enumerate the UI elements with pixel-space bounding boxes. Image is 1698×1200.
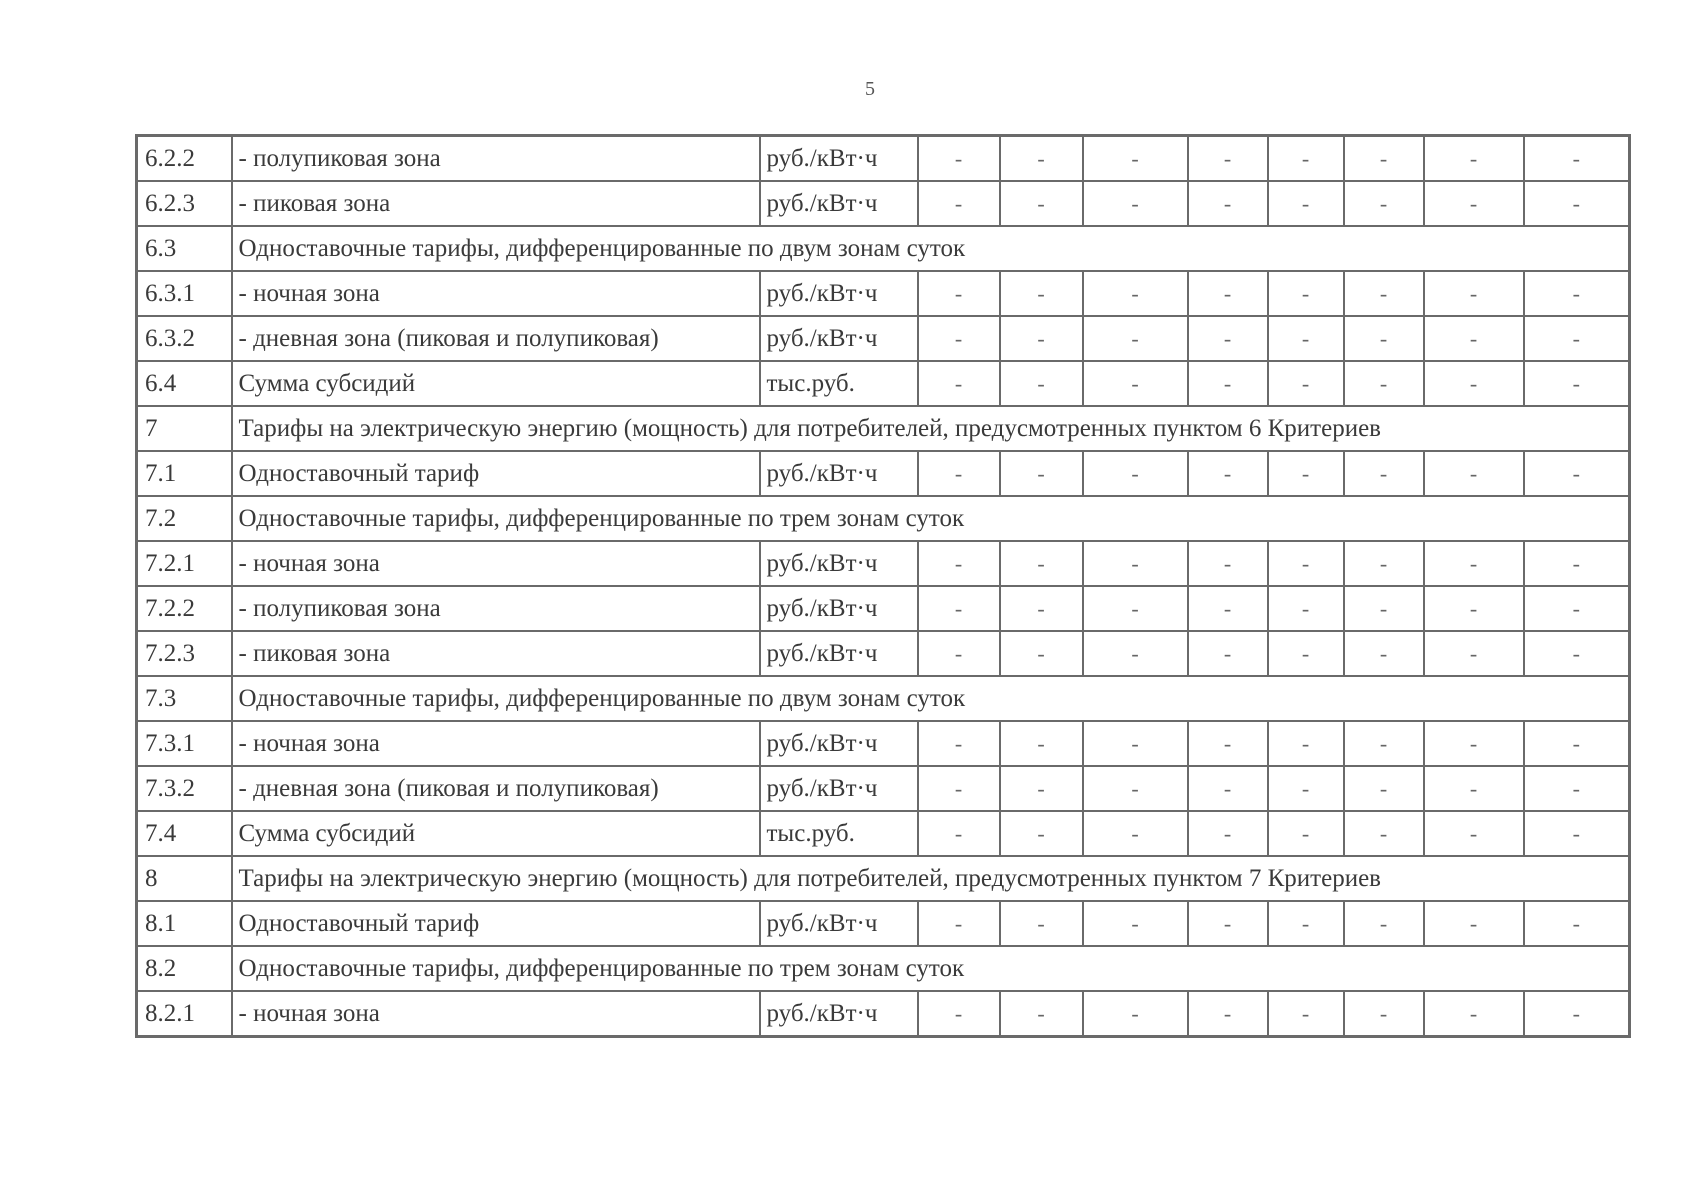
value-cell: - <box>1344 136 1424 182</box>
value-cell: - <box>1344 766 1424 811</box>
indicator-name-cell: Сумма субсидий <box>232 811 760 856</box>
value-cell: - <box>1268 316 1344 361</box>
value-cell: - <box>1268 451 1344 496</box>
row-number-cell: 7.4 <box>137 811 232 856</box>
row-number-cell: 7.2 <box>137 496 232 541</box>
value-cell: - <box>918 901 1000 946</box>
value-cell: - <box>1344 721 1424 766</box>
indicator-name-cell: - полупиковая зона <box>232 136 760 182</box>
indicator-name-cell: - полупиковая зона <box>232 586 760 631</box>
value-cell: - <box>1188 766 1268 811</box>
row-number-cell: 6.3 <box>137 226 232 271</box>
tariff-table <box>135 134 1631 1038</box>
value-cell: - <box>1000 451 1083 496</box>
table-row <box>137 361 1630 406</box>
value-cell: - <box>1524 811 1630 856</box>
value-cell: - <box>1268 901 1344 946</box>
section-title-cell: Одноставочные тарифы, дифференцированные по двум зонам суток <box>232 676 1630 721</box>
value-cell: - <box>1524 541 1630 586</box>
value-cell: - <box>1524 136 1630 182</box>
value-cell: - <box>1188 316 1268 361</box>
unit-cell: руб./кВт·ч <box>760 541 918 586</box>
table-row <box>137 451 1630 496</box>
value-cell: - <box>1188 631 1268 676</box>
value-cell: - <box>1424 181 1524 226</box>
value-cell: - <box>918 766 1000 811</box>
row-number-cell: 7.1 <box>137 451 232 496</box>
row-number-cell: 6.2.3 <box>137 181 232 226</box>
value-cell: - <box>1344 451 1424 496</box>
table-row <box>137 631 1630 676</box>
row-number-cell: 7.3 <box>137 676 232 721</box>
indicator-name-cell: Сумма субсидий <box>232 361 760 406</box>
value-cell: - <box>1268 541 1344 586</box>
value-cell: - <box>1524 586 1630 631</box>
section-row <box>137 856 1630 901</box>
unit-cell: руб./кВт·ч <box>760 271 918 316</box>
indicator-name-cell: - ночная зона <box>232 721 760 766</box>
value-cell: - <box>1344 811 1424 856</box>
table-body <box>137 136 1630 1037</box>
indicator-name-cell: Одноставочный тариф <box>232 451 760 496</box>
value-cell: - <box>1424 991 1524 1037</box>
row-number-cell: 8 <box>137 856 232 901</box>
value-cell: - <box>1083 586 1188 631</box>
value-cell: - <box>918 721 1000 766</box>
indicator-name-cell: - ночная зона <box>232 991 760 1037</box>
value-cell: - <box>1424 541 1524 586</box>
value-cell: - <box>1188 181 1268 226</box>
value-cell: - <box>1424 361 1524 406</box>
table-row <box>137 316 1630 361</box>
unit-cell: руб./кВт·ч <box>760 721 918 766</box>
value-cell: - <box>1344 631 1424 676</box>
unit-cell: тыс.руб. <box>760 361 918 406</box>
value-cell: - <box>918 136 1000 182</box>
value-cell: - <box>1000 991 1083 1037</box>
row-number-cell: 8.2.1 <box>137 991 232 1037</box>
value-cell: - <box>1424 901 1524 946</box>
row-number-cell: 6.2.2 <box>137 136 232 182</box>
table-row <box>137 586 1630 631</box>
value-cell: - <box>1188 271 1268 316</box>
indicator-name-cell: - пиковая зона <box>232 181 760 226</box>
table-row <box>137 811 1630 856</box>
indicator-name-cell: - ночная зона <box>232 271 760 316</box>
indicator-name-cell: - пиковая зона <box>232 631 760 676</box>
value-cell: - <box>1083 451 1188 496</box>
section-title-cell: Одноставочные тарифы, дифференцированные по трем зонам суток <box>232 496 1630 541</box>
value-cell: - <box>918 451 1000 496</box>
value-cell: - <box>1000 136 1083 182</box>
value-cell: - <box>1000 901 1083 946</box>
value-cell: - <box>1000 721 1083 766</box>
section-title-cell: Одноставочные тарифы, дифференцированные по двум зонам суток <box>232 226 1630 271</box>
table-row <box>137 721 1630 766</box>
value-cell: - <box>1083 181 1188 226</box>
value-cell: - <box>1000 631 1083 676</box>
section-row <box>137 226 1630 271</box>
value-cell: - <box>1188 451 1268 496</box>
value-cell: - <box>1424 316 1524 361</box>
indicator-name-cell: - ночная зона <box>232 541 760 586</box>
value-cell: - <box>1424 586 1524 631</box>
value-cell: - <box>1344 181 1424 226</box>
unit-cell: руб./кВт·ч <box>760 136 918 182</box>
value-cell: - <box>1524 361 1630 406</box>
value-cell: - <box>1000 316 1083 361</box>
value-cell: - <box>1268 631 1344 676</box>
value-cell: - <box>1524 721 1630 766</box>
indicator-name-cell: Одноставочный тариф <box>232 901 760 946</box>
section-title-cell: Тарифы на электрическую энергию (мощность) для потребителей, предусмотренных пунктом 6 Критериев <box>232 406 1630 451</box>
row-number-cell: 6.3.1 <box>137 271 232 316</box>
value-cell: - <box>1268 271 1344 316</box>
row-number-cell: 7.2.2 <box>137 586 232 631</box>
row-number-cell: 6.4 <box>137 361 232 406</box>
value-cell: - <box>1524 901 1630 946</box>
value-cell: - <box>1000 361 1083 406</box>
value-cell: - <box>1424 136 1524 182</box>
value-cell: - <box>1268 991 1344 1037</box>
value-cell: - <box>1083 316 1188 361</box>
unit-cell: тыс.руб. <box>760 811 918 856</box>
value-cell: - <box>1268 766 1344 811</box>
section-row <box>137 946 1630 991</box>
value-cell: - <box>1000 586 1083 631</box>
table-row <box>137 136 1630 182</box>
row-number-cell: 7 <box>137 406 232 451</box>
indicator-name-cell: - дневная зона (пиковая и полупиковая) <box>232 766 760 811</box>
unit-cell: руб./кВт·ч <box>760 766 918 811</box>
value-cell: - <box>1188 901 1268 946</box>
value-cell: - <box>1083 136 1188 182</box>
table-row <box>137 541 1630 586</box>
value-cell: - <box>1083 361 1188 406</box>
value-cell: - <box>1188 586 1268 631</box>
table-row <box>137 181 1630 226</box>
value-cell: - <box>1424 766 1524 811</box>
unit-cell: руб./кВт·ч <box>760 586 918 631</box>
table-row <box>137 766 1630 811</box>
value-cell: - <box>918 811 1000 856</box>
value-cell: - <box>1344 361 1424 406</box>
unit-cell: руб./кВт·ч <box>760 991 918 1037</box>
value-cell: - <box>1000 181 1083 226</box>
row-number-cell: 7.2.3 <box>137 631 232 676</box>
value-cell: - <box>1344 541 1424 586</box>
row-number-cell: 7.3.1 <box>137 721 232 766</box>
row-number-cell: 8.1 <box>137 901 232 946</box>
value-cell: - <box>918 316 1000 361</box>
value-cell: - <box>1344 586 1424 631</box>
value-cell: - <box>1524 271 1630 316</box>
value-cell: - <box>1524 766 1630 811</box>
value-cell: - <box>1000 766 1083 811</box>
row-number-cell: 6.3.2 <box>137 316 232 361</box>
unit-cell: руб./кВт·ч <box>760 181 918 226</box>
value-cell: - <box>1083 766 1188 811</box>
section-title-cell: Одноставочные тарифы, дифференцированные по трем зонам суток <box>232 946 1630 991</box>
value-cell: - <box>1524 181 1630 226</box>
value-cell: - <box>1083 901 1188 946</box>
value-cell: - <box>918 181 1000 226</box>
value-cell: - <box>1268 586 1344 631</box>
unit-cell: руб./кВт·ч <box>760 631 918 676</box>
value-cell: - <box>1083 631 1188 676</box>
value-cell: - <box>1188 541 1268 586</box>
unit-cell: руб./кВт·ч <box>760 451 918 496</box>
value-cell: - <box>1524 316 1630 361</box>
value-cell: - <box>1083 541 1188 586</box>
value-cell: - <box>1083 721 1188 766</box>
value-cell: - <box>1424 451 1524 496</box>
value-cell: - <box>918 361 1000 406</box>
value-cell: - <box>1188 721 1268 766</box>
value-cell: - <box>1083 811 1188 856</box>
page-number: 5 <box>865 78 875 100</box>
section-row <box>137 406 1630 451</box>
value-cell: - <box>1188 811 1268 856</box>
value-cell: - <box>1344 316 1424 361</box>
row-number-cell: 8.2 <box>137 946 232 991</box>
value-cell: - <box>1344 271 1424 316</box>
value-cell: - <box>918 541 1000 586</box>
unit-cell: руб./кВт·ч <box>760 901 918 946</box>
table-row <box>137 271 1630 316</box>
table-row <box>137 991 1630 1037</box>
value-cell: - <box>1188 136 1268 182</box>
value-cell: - <box>1188 361 1268 406</box>
value-cell: - <box>1524 451 1630 496</box>
section-title-cell: Тарифы на электрическую энергию (мощность) для потребителей, предусмотренных пунктом 7 Критериев <box>232 856 1630 901</box>
value-cell: - <box>1424 271 1524 316</box>
value-cell: - <box>1083 271 1188 316</box>
value-cell: - <box>918 631 1000 676</box>
section-row <box>137 496 1630 541</box>
value-cell: - <box>1424 811 1524 856</box>
value-cell: - <box>1000 271 1083 316</box>
value-cell: - <box>1000 811 1083 856</box>
value-cell: - <box>1268 136 1344 182</box>
value-cell: - <box>1524 991 1630 1037</box>
unit-cell: руб./кВт·ч <box>760 316 918 361</box>
value-cell: - <box>1268 721 1344 766</box>
value-cell: - <box>1424 631 1524 676</box>
table-row <box>137 901 1630 946</box>
value-cell: - <box>1000 541 1083 586</box>
value-cell: - <box>1268 811 1344 856</box>
value-cell: - <box>1424 721 1524 766</box>
value-cell: - <box>1344 901 1424 946</box>
value-cell: - <box>1524 631 1630 676</box>
row-number-cell: 7.3.2 <box>137 766 232 811</box>
value-cell: - <box>1344 991 1424 1037</box>
section-row <box>137 676 1630 721</box>
value-cell: - <box>1268 361 1344 406</box>
value-cell: - <box>918 586 1000 631</box>
value-cell: - <box>1083 991 1188 1037</box>
value-cell: - <box>918 271 1000 316</box>
row-number-cell: 7.2.1 <box>137 541 232 586</box>
value-cell: - <box>918 991 1000 1037</box>
value-cell: - <box>1188 991 1268 1037</box>
indicator-name-cell: - дневная зона (пиковая и полупиковая) <box>232 316 760 361</box>
value-cell: - <box>1268 181 1344 226</box>
